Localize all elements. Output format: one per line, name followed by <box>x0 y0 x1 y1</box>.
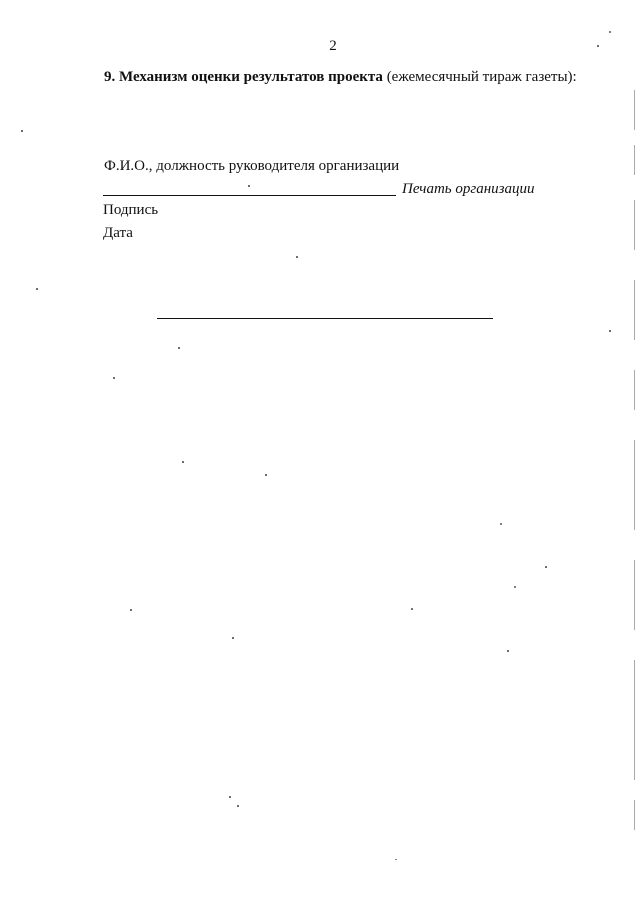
page-number: 2 <box>329 38 337 54</box>
scan-speck <box>232 637 234 639</box>
scan-speck <box>545 566 547 568</box>
scan-speck <box>514 586 516 588</box>
scan-speck <box>296 256 298 258</box>
scan-speck <box>411 608 413 610</box>
scan-edge-mark <box>634 440 635 530</box>
scan-speck <box>178 347 180 349</box>
scan-speck <box>597 45 599 47</box>
scan-speck <box>130 609 132 611</box>
scan-edge-mark <box>634 800 635 830</box>
scan-speck <box>395 859 397 860</box>
seal-label: Печать организации <box>402 181 535 197</box>
scan-edge-mark <box>634 145 635 175</box>
scan-speck <box>229 796 231 798</box>
section-heading <box>104 69 577 86</box>
scan-speck <box>237 805 239 807</box>
scan-speck <box>609 330 611 332</box>
end-line <box>157 318 493 319</box>
scan-edge-mark <box>634 560 635 630</box>
section-heading-note: (ежемесячный тираж газеты): <box>382 69 577 85</box>
scan-speck <box>182 461 184 463</box>
signature-line <box>103 195 396 196</box>
scan-edge-mark <box>634 200 635 250</box>
scan-edge-mark <box>634 280 635 340</box>
scan-speck <box>609 31 611 33</box>
signer-label: Ф.И.О., должность руководителя организации <box>104 158 400 174</box>
scan-speck <box>113 377 115 379</box>
scan-speck <box>507 650 509 652</box>
scan-speck <box>500 523 502 525</box>
scan-speck <box>36 288 38 290</box>
scan-edge-mark <box>634 370 635 410</box>
scan-edge-mark <box>634 660 635 780</box>
section-heading-bold: 9. Механизм оценки результатов проекта <box>104 69 383 85</box>
scan-speck <box>265 474 267 476</box>
sign-label: Подпись <box>103 202 159 218</box>
scan-edge-mark <box>634 90 635 130</box>
scan-speck <box>248 185 250 187</box>
scan-speck <box>21 130 23 132</box>
date-label: Дата <box>103 225 133 241</box>
